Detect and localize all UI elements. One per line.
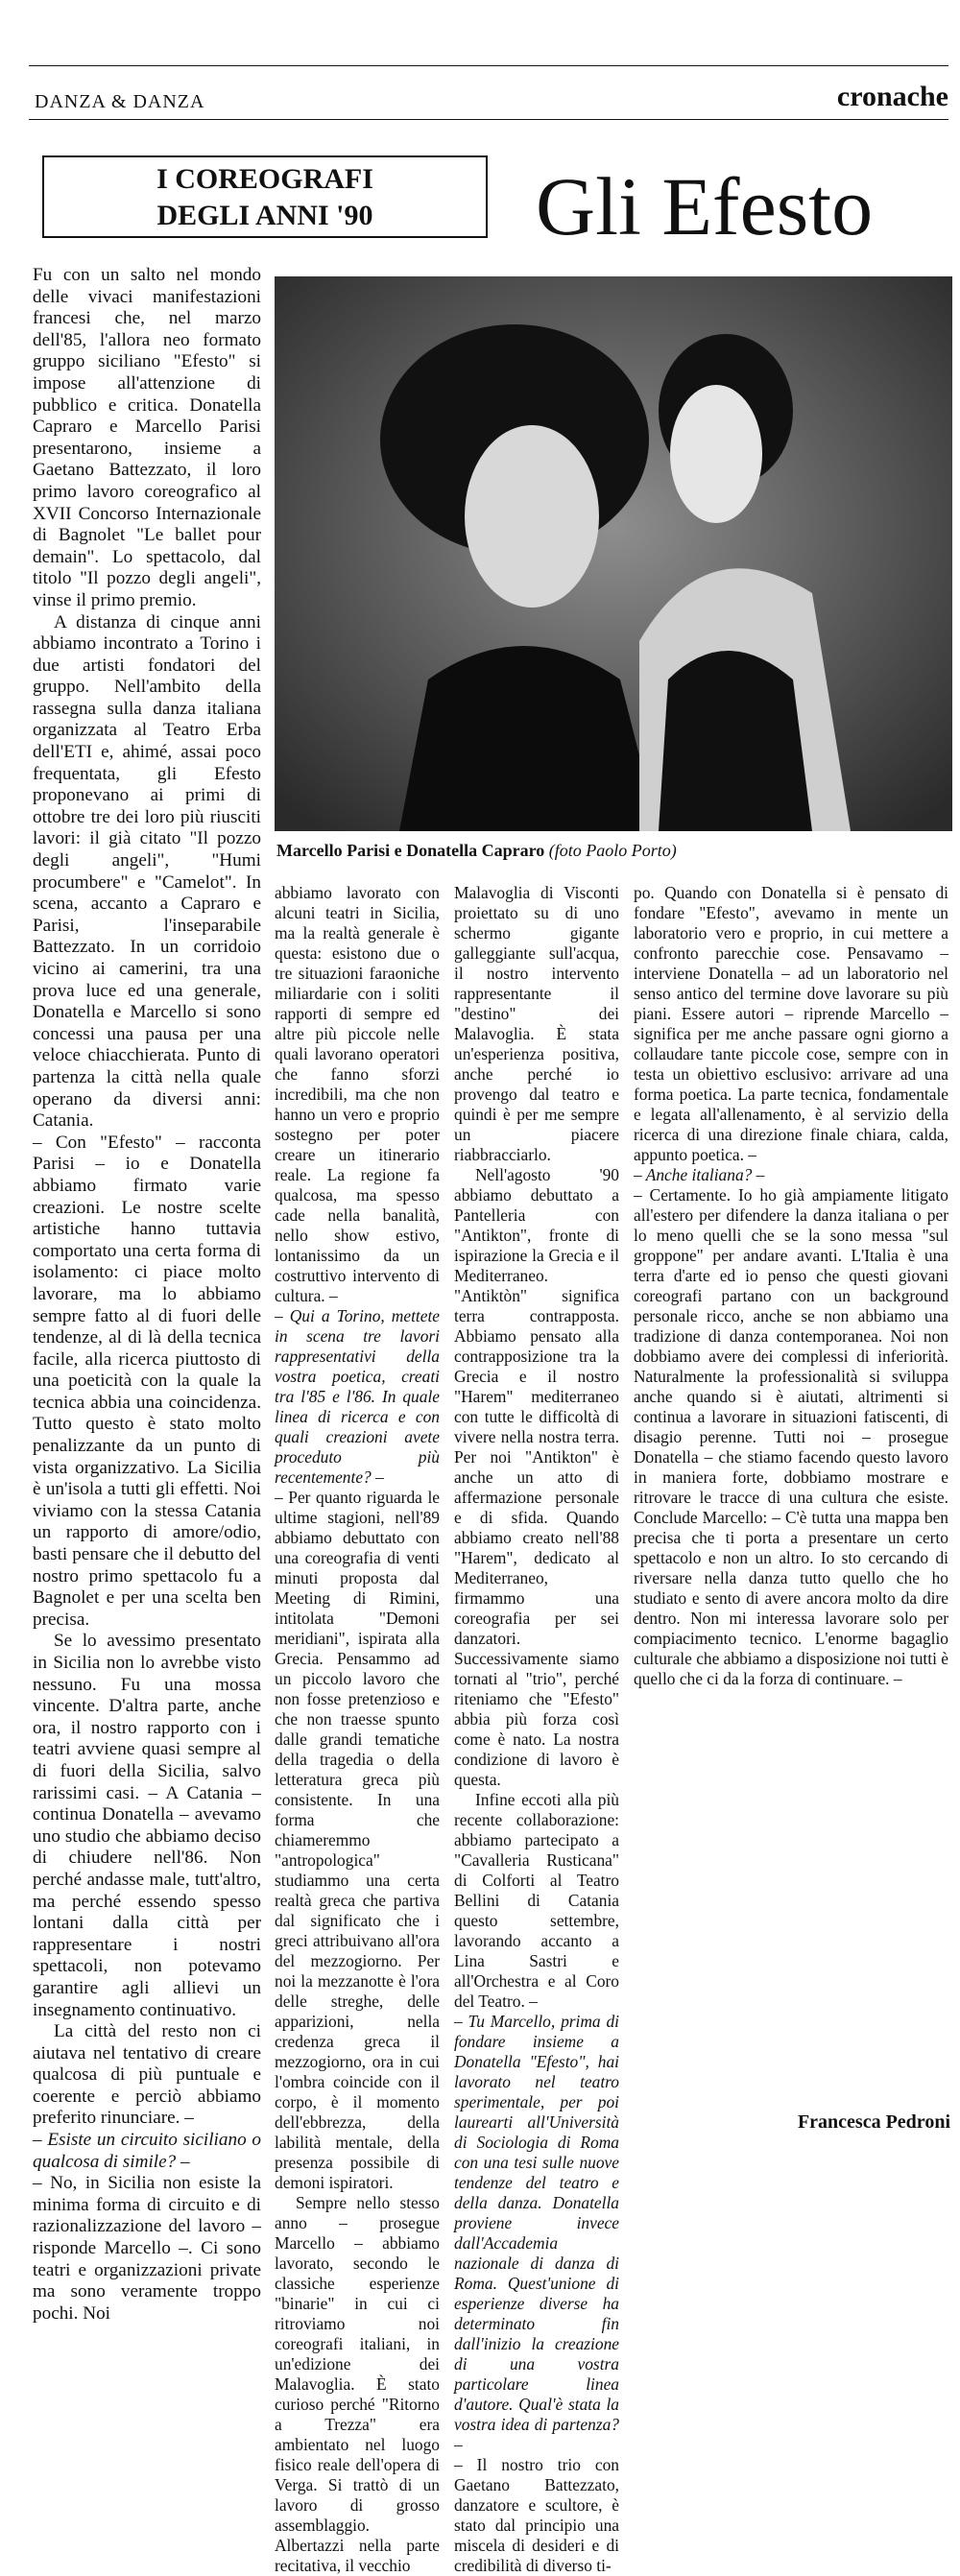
- paragraph: – Per quanto riguarda le ultime stagioni, nell'89 abbiamo debuttato con una coreografia di venti minuti proposta dal Meeting di Rimini, intitolata "Demoni meridiani", ispirata alla Grecia. Pensammo ad un piccolo lavoro che non fosse pretenzioso e che non traesse spunto dalle grandi tematiche della tragedia o della letteratura greca più consistente. In una forma che chiameremmo "antropologica" studiammo una certa realtà greca che partiva dal significato che i greci attribuivano all'ora del mezzogiorno. Per noi la mezzanotte è l'ora delle streghe, delle apparizioni, nella credenza greca il mezzogiorno, ora in cui l'ombra coincide con il corpo, è il momento dell'ebbrezza, della labilità mentale, della presenza possibile di demoni ispiratori.: [275, 1488, 440, 2192]
- paragraph: Se lo avessimo presentato in Sicilia non lo avrebbe visto nessuno. Fu una mossa vincente. D'altra parte, anche ora, il nostro rapporto con i teatri avviene quasi sempre al di fuori della Sicilia, salvo rarissimi casi. – A Catania – continua Donatella – avevamo uno studio che abbiamo deciso di chiudere nell'86. Non perché andasse male, tutt'altro, ma perché essendo spesso lontani dalla città per rappresentare i nostri spettacoli, non potevamo garantire agli allievi un insegnamento continuativo.: [33, 1631, 261, 2020]
- question: – Anche italiana? –: [634, 1165, 765, 1184]
- article-photo: [275, 276, 952, 831]
- top-rule: [29, 65, 948, 66]
- headline: Gli Efesto: [536, 160, 874, 252]
- kicker-line-2: DEGLI ANNI '90: [156, 200, 373, 231]
- caption-credit: (foto Paolo Porto): [548, 841, 677, 860]
- article-column-1: [33, 265, 261, 2325]
- dancers-portrait: [275, 276, 952, 831]
- question: – Tu Marcello, prima di fondare insieme a Donatella "Efesto", hai lavorato nel teatro sperimentale, per poi laurearti all'Università di Sociologia di Roma con una tesi sulle nuove tendenze del teatro e della danza. Donatella proviene invece dall'Accademia nazionale di danza di Roma. Quest'unione di esperienze diverse ha determinato fin dall'inizio la creazione di una vostra particolare linea d'autore. Qual'è stata la vostra idea di partenza? –: [454, 2012, 619, 2454]
- kicker-line-1: I COREOGRAFI: [156, 163, 373, 195]
- paragraph: po. Quando con Donatella si è pensato di fondare "Efesto", avevamo in mente un laboratorio vero e proprio, in cui mettere a confronto parecchie cose. Pensavamo – interviene Donatella – ad un laboratorio nel senso antico del termine dove lavorare su più piani. Essere autori – riprende Marcello – significa per me anche passare ogni giorno a collaudare tante piccole cose, sempre con in testa un obiettivo esclusivo: arrivare ad una forma poetica. La parte tecnica, fondamentale e legata all'allenamento, è al servizio della ricerca di una direzione finale chiara, calda, appunto poetica. –: [634, 883, 948, 1164]
- section-label: DANZA & DANZA: [35, 91, 205, 112]
- paragraph: Nell'agosto '90 abbiamo debuttato a Pantelleria con "Antikton", fronte di ispirazione la Grecia e il Mediterraneo. "Antiktòn" significa terra contrapposta. Abbiamo pensato alla contrapposizione tra la Grecia e il nostro "Harem" mediterraneo con tutte le difficoltà di vivere nella nostra terra. Per noi "Antikton" è anche un atto di affermazione personale e di sfida. Quando abbiamo creato nell'88 "Harem", dedicato al Mediterraneo, firmammo una coreografia per sei danzatori. Successivamente siamo tornati al "trio", perché riteniamo che "Efesto" abbia più forza così come è nato. La nostra condizione di lavoro è questa.: [454, 1165, 619, 1789]
- photo-caption: [276, 841, 948, 861]
- paragraph: Fu con un salto nel mondo delle vivaci manifestazioni francesi che, nel marzo dell'85, l'allora neo formato gruppo siciliano "Efesto" si impose all'attenzione di pubblico e critica. Donatella Capraro e Marcello Parisi presentarono, insieme a Gaetano Battezzato, il loro primo lavoro coreografico al XVII Concorso Internazionale di Bagnolet "Le ballet pour demain". Lo spettacolo, dal titolo "Il pozzo degli angeli", vinse il primo premio.: [33, 265, 261, 610]
- article-column-2: [275, 883, 440, 2576]
- paragraph: – Con "Efesto" – racconta Parisi – io e Donatella abbiamo firmato varie creazioni. Le nostre scelte artistiche hanno tuttavia comportato una certa forma di isolamento: ci piace molto lavorare, ma lo abbiamo sempre fatto al di fuori delle tendenze, al di là della tecnica facile, alla ricerca piuttosto di una poeticità con la quale la tecnica abbia una coincidenza. Tutto questo è stato molto penalizzante da un punto di vista organizzativo. La Sicilia è un'isola a tutti gli effetti. Noi viviamo con la stessa Catania un rapporto di amore/odio, basti pensare che il debutto del nostro primo spettacolo fu a Bagnolet e per una scelta ben precisa.: [33, 1132, 261, 1630]
- section-category: cronache: [836, 81, 948, 112]
- header-rule: [29, 119, 948, 120]
- paragraph: A distanza di cinque anni abbiamo incontrato a Torino i due artisti fondatori del gruppo. Nell'ambito della rassegna sulla danza italiana organizzata al Teatro Erba dell'ETI e, ahimé, assai poco frequentata, gli Efesto proponevano ai primi di ottobre tre dei loro più riusciti lavori: il già citato "Il pozzo degli angeli", "Humi procumbere" e "Camelot". In scena, accanto a Capraro e Parisi, l'inseparabile Battezzato. In un corridoio vicino ai camerini, tra una prova luce ed una generale, Donatella e Marcello si sono concessi una pausa per una veloce chiacchierata. Punto di partenza la città nella quale operano da diversi anni: Catania.: [33, 611, 261, 1132]
- author-byline: Francesca Pedroni: [797, 2111, 950, 2133]
- paragraph: Malavoglia di Visconti proiettato su di uno schermo gigante galleggiante sull'acqua, il nostro intervento rappresentante il "destino" dei Malavoglia. È stata un'esperienza positiva, anche perché io provengo dal teatro e quindi è per me sempre un piacere riabbracciarlo.: [454, 883, 619, 1164]
- paragraph: Sempre nello stesso anno – prosegue Marcello – abbiamo lavorato, secondo le classiche esperienze "binarie" in cui ci ritroviamo noi coreografi italiani, in un'edizione dei Malavoglia. È stato curioso perché "Ritorno a Trezza" era ambientato nel luogo fisico reale dell'opera di Verga. Si trattò di un lavoro di grosso assemblaggio. Albertazzi nella parte recitativa, il vecchio: [275, 2193, 440, 2575]
- question: – Esiste un circuito siciliano o qualcosa di simile? –: [33, 2130, 261, 2172]
- caption-names: Marcello Parisi e Donatella Capraro: [276, 841, 545, 860]
- paragraph: – Certamente. Io ho già ampiamente litigato all'estero per difendere la danza italiana o per lo meno quelli che se la sono messa "sul groppone" per andare avanti. L'Italia è una terra d'arte ed io penso che questi giovani coreografi partano con un background personale ricco, anche se non abbiamo una tradizione di danza contemporanea. Noi non dobbiamo avere dei complessi di inferiorità. Naturalmente la professionalità si sviluppa anche quando si è aiutati, altrimenti si continua a lavorare in situazioni fatiscenti, di disagio perenne. Tutti noi – prosegue Donatella – che stiamo facendo questo lavoro in maniera forte, dobbiamo mostrare e ritrovare le tracce di una cultura che esiste. Conclude Marcello: – C'è tutta una mappa ben precisa che ti porta a presentare un certo spettacolo e non un altro. Io sto cercando di riversare nella danza tutto quello che ho studiato e sento di avere ancora molto da dire dentro. Non mi interessa lavorare solo per compiacimento tecnico. L'enorme bagaglio culturale che abbiamo a disposizione noi tutti è quello che ci da la forza di continuare. –: [634, 1185, 948, 1688]
- paragraph: La città del resto non ci aiutava nel tentativo di creare qualcosa di più puntuale e coerente e perciò abbiamo preferito rinunciare. –: [33, 2021, 261, 2129]
- paragraph: – Il nostro trio con Gaetano Battezzato, danzatore e scultore, è stato dal principio una miscela di desideri e di credibilità di diverso ti-: [454, 2455, 619, 2575]
- paragraph: Infine eccoti alla più recente collaborazione: abbiamo partecipato a "Cavalleria Rusticana" di Colforti al Teatro Bellini di Catania questo settembre, lavorando accanto a Lina Sastri e all'Orchestra e al Coro del Teatro. –: [454, 1790, 619, 2011]
- paragraph: – No, in Sicilia non esiste la minima forma di circuito e di razionalizzazione del lavoro – risponde Marcello –. Ci sono teatri e organizzazioni private ma sono veramente troppo pochi. Noi: [33, 2173, 261, 2324]
- article-column-4: [634, 883, 948, 1689]
- question: – Qui a Torino, mettete in scena tre lavori rappresentativi della vostra poetica, creati tra l'85 e l'86. In quale linea di ricerca e con quali creazioni avete proceduto più recentemente? –: [275, 1306, 440, 1487]
- article-column-3: [454, 883, 619, 2576]
- kicker-box: [42, 155, 488, 238]
- paragraph: abbiamo lavorato con alcuni teatri in Sicilia, ma la realtà generale è questa: esistono due o tre situazioni faraoniche miliardarie con i soliti rapporti di sempre ed altre più piccole nelle quali lavorano operatori che fanno sforzi incredibili, ma che non hanno un vero e proprio sostegno per poter creare un itinerario reale. La regione fa qualcosa, ma spesso cade nella banalità, nello show estivo, lontanissimo da un costruttivo intervento di cultura. –: [275, 883, 440, 1305]
